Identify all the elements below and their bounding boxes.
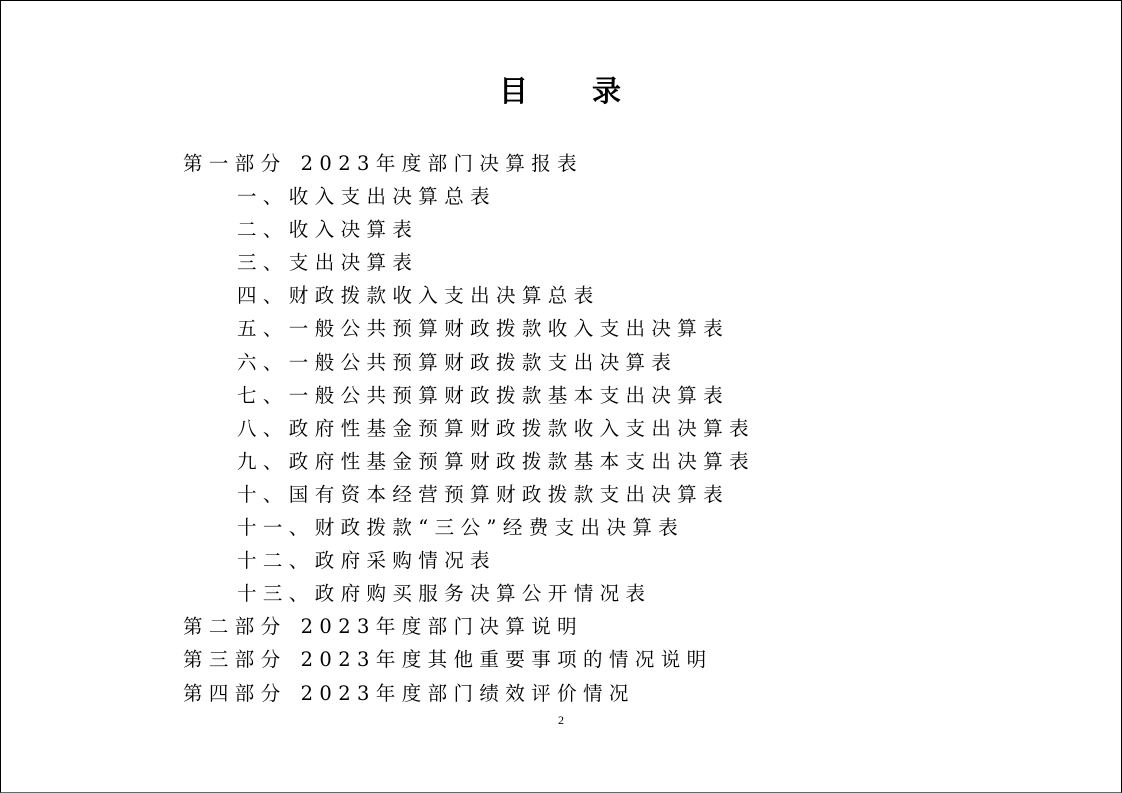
toc-item-6[interactable] bbox=[183, 346, 943, 379]
toc-entry-text: 五、一般公共预算财政拨款收入支出决算表 bbox=[237, 317, 730, 341]
toc-entry-text: 七、一般公共预算财政拨款基本支出决算表 bbox=[237, 383, 730, 407]
toc-entry-text: 2023年度其他重要事项的情况说明 bbox=[300, 648, 713, 672]
toc-item-7[interactable] bbox=[183, 379, 943, 412]
toc-entry-text: 三、支出决算表 bbox=[237, 251, 419, 275]
toc-entry-text: 十一、财政拨款“三公”经费支出决算表 bbox=[237, 516, 685, 540]
toc-part-label: 第一部分 bbox=[183, 152, 287, 175]
toc-part-3[interactable] bbox=[183, 643, 943, 676]
toc-item-13[interactable] bbox=[183, 577, 943, 610]
toc-part-label: 第四部分 bbox=[183, 681, 287, 705]
page-number: 2 bbox=[558, 713, 564, 727]
toc-entry-text: 十二、政府采购情况表 bbox=[237, 549, 497, 573]
toc-item-3[interactable] bbox=[183, 246, 943, 279]
toc-item-10[interactable] bbox=[183, 478, 943, 511]
toc-part-1[interactable] bbox=[183, 147, 943, 180]
toc-item-2[interactable] bbox=[183, 213, 943, 246]
toc-item-4[interactable] bbox=[183, 279, 943, 312]
toc-entry-text: 一、收入支出决算总表 bbox=[237, 185, 497, 209]
toc-entry-text: 四、财政拨款收入支出决算总表 bbox=[237, 284, 600, 308]
toc-item-9[interactable] bbox=[183, 445, 943, 478]
table-of-contents bbox=[183, 147, 943, 710]
toc-entry-text: 2023年度部门决算说明 bbox=[300, 615, 584, 639]
toc-part-label: 第二部分 bbox=[183, 615, 287, 639]
toc-entry-text: 十、国有资本经营预算财政拨款支出决算表 bbox=[237, 482, 730, 506]
toc-entry-text: 九、政府性基金预算财政拨款基本支出决算表 bbox=[237, 449, 756, 473]
toc-entry-text: 二、收入决算表 bbox=[237, 218, 419, 242]
page-title: 目 录 bbox=[498, 74, 623, 108]
toc-entry-text: 2023年度部门决算报表 bbox=[300, 152, 584, 175]
toc-part-label: 第三部分 bbox=[183, 648, 287, 672]
toc-item-8[interactable] bbox=[183, 412, 943, 445]
toc-part-2[interactable] bbox=[183, 610, 943, 643]
toc-item-5[interactable] bbox=[183, 312, 943, 345]
toc-part-4[interactable] bbox=[183, 677, 943, 710]
toc-entry-text: 六、一般公共预算财政拨款支出决算表 bbox=[237, 350, 678, 374]
toc-item-11[interactable] bbox=[183, 511, 943, 544]
toc-entry-text: 八、政府性基金预算财政拨款收入支出决算表 bbox=[237, 416, 756, 440]
toc-item-1[interactable] bbox=[183, 180, 943, 213]
toc-item-12[interactable] bbox=[183, 544, 943, 577]
toc-entry-text: 2023年度部门绩效评价情况 bbox=[300, 681, 635, 705]
toc-entry-text: 十三、政府购买服务决算公开情况表 bbox=[237, 582, 652, 606]
